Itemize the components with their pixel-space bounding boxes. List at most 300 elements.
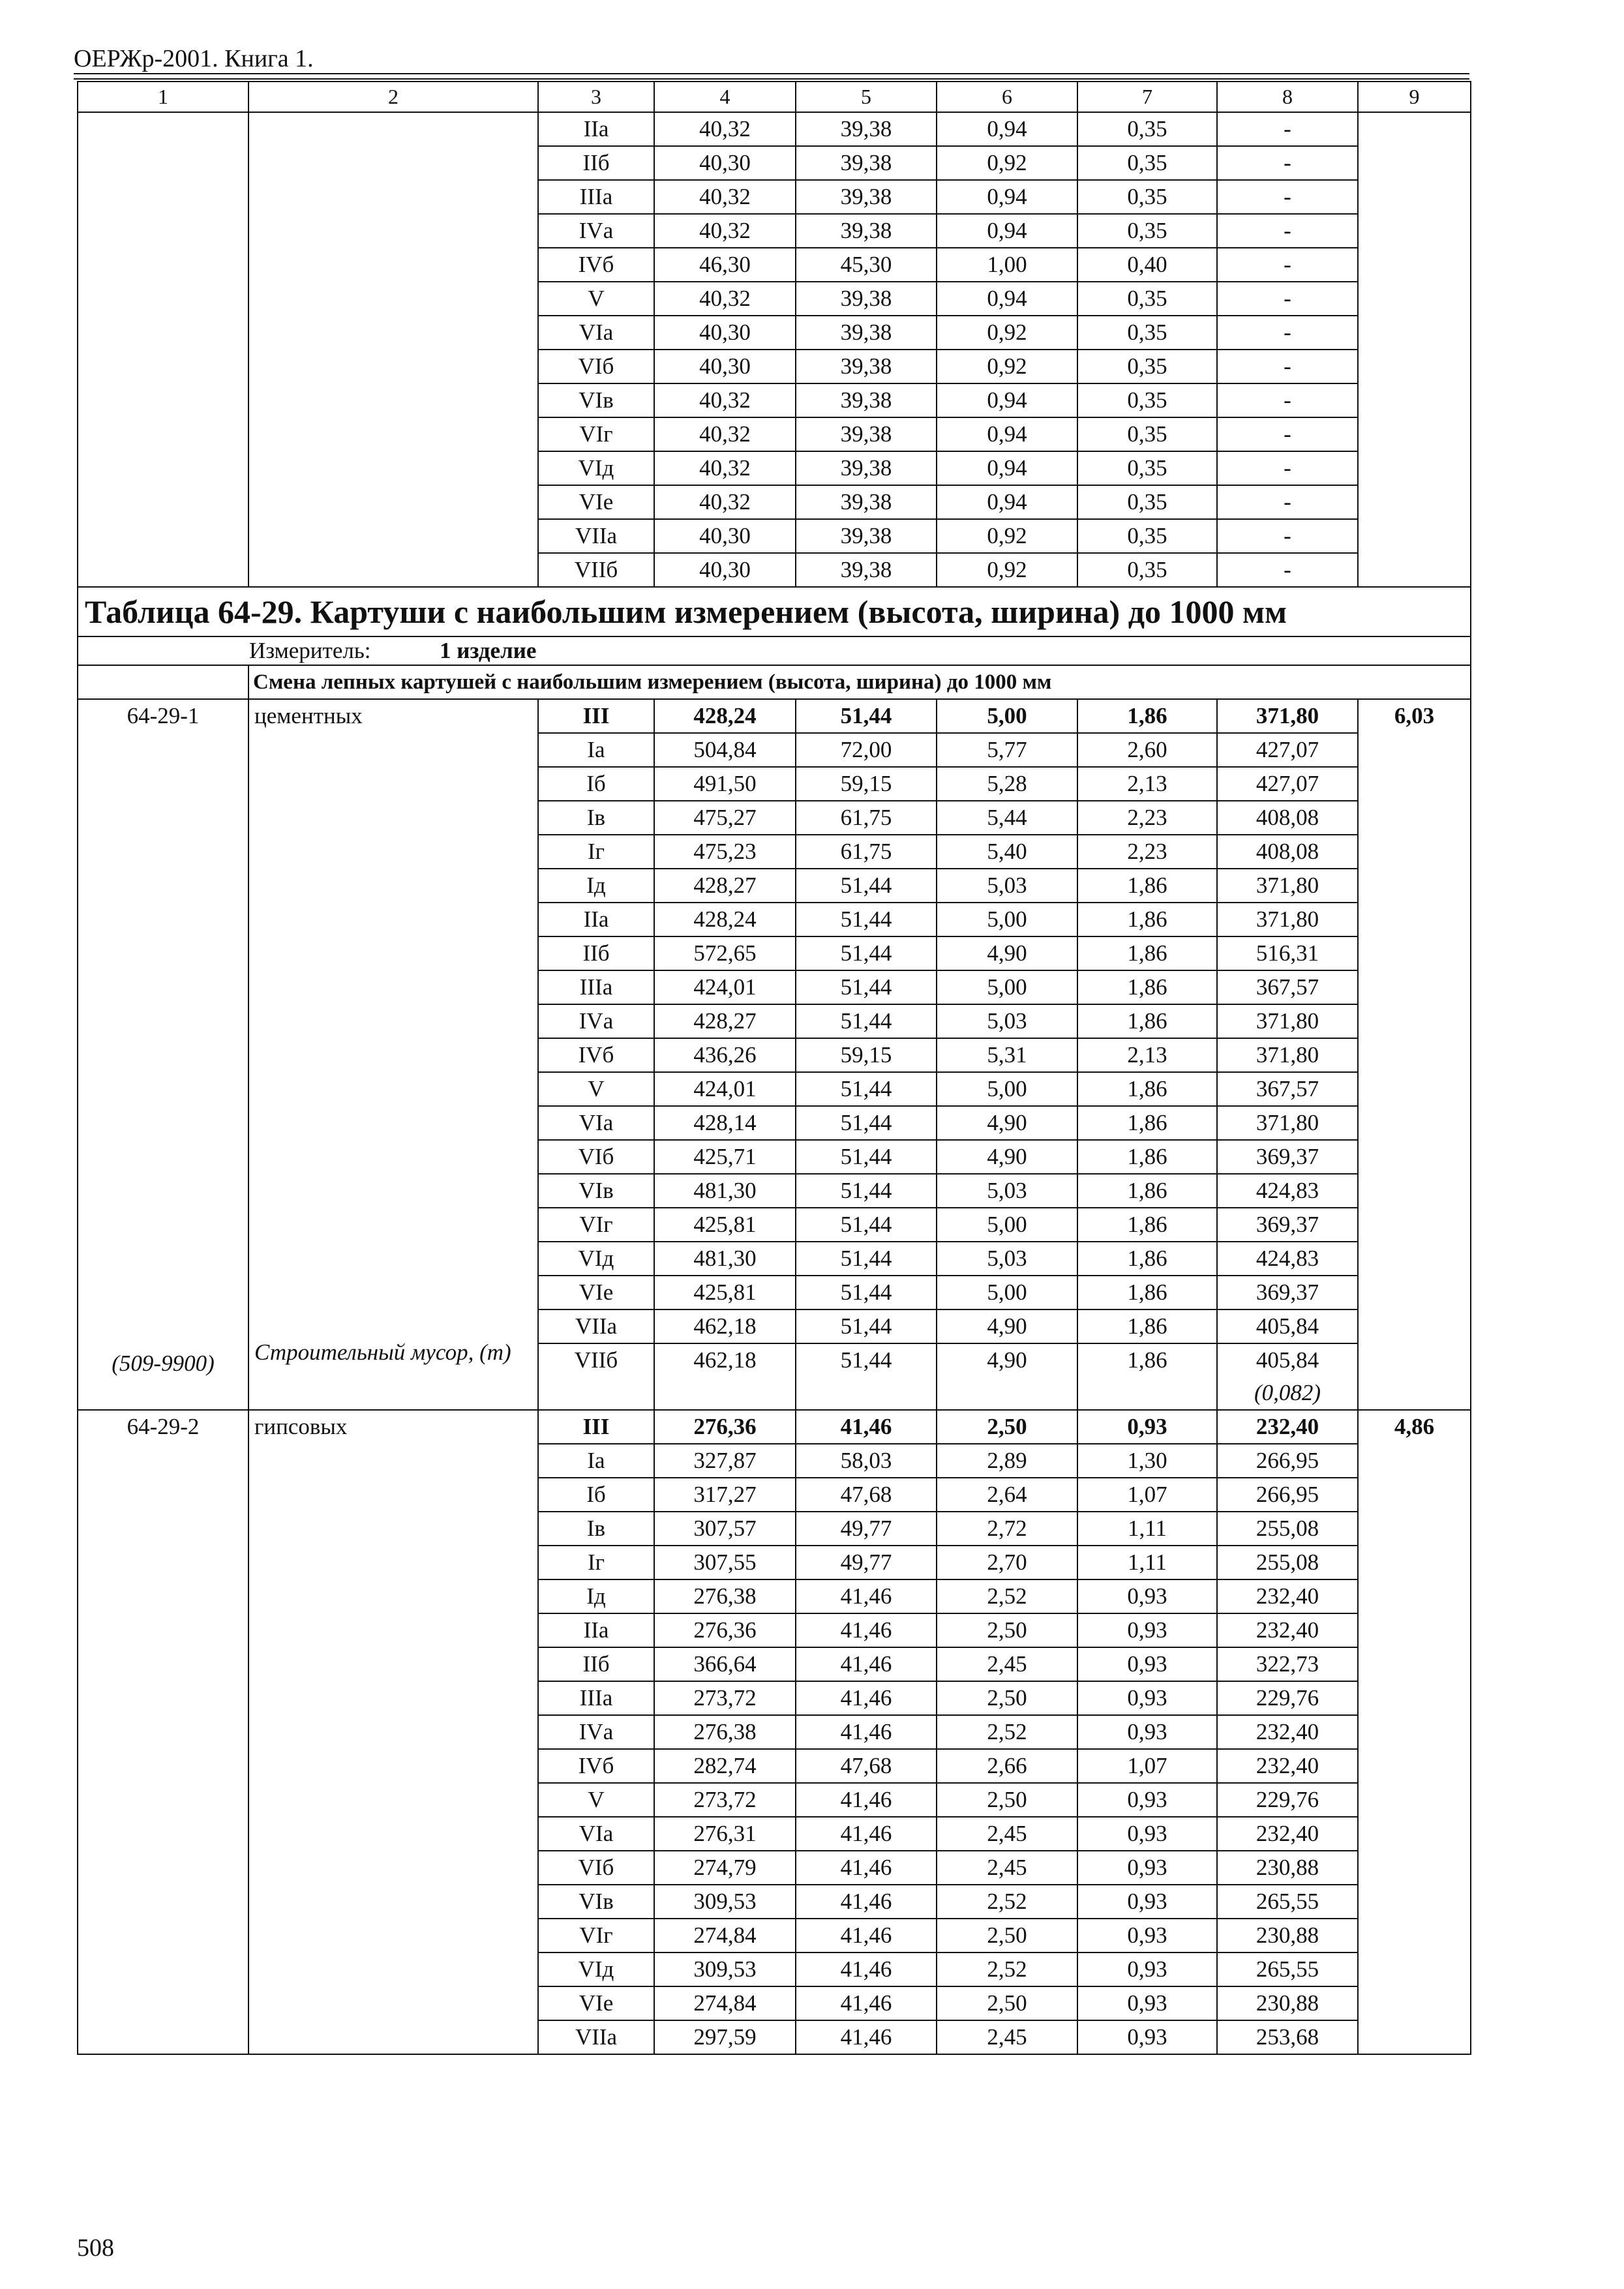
value-cell <box>1217 2020 1358 2054</box>
value-cell <box>538 1919 654 1952</box>
value: Iг <box>587 839 605 864</box>
value: VIв <box>579 1178 614 1203</box>
value-cell <box>796 869 937 903</box>
value-cell <box>796 801 937 835</box>
value: 2,23 <box>1127 805 1167 830</box>
value-cell <box>1217 1986 1358 2020</box>
value-cell: 40,30 <box>654 146 796 180</box>
value-cell <box>654 1885 796 1919</box>
value-cell: IVа <box>538 214 654 248</box>
value-cell: 40,32 <box>654 282 796 316</box>
value-cell <box>937 1546 1077 1579</box>
value-cell <box>654 1410 796 1444</box>
value-cell <box>1077 1072 1217 1106</box>
value-cell <box>654 1986 796 2020</box>
value: 0,93 <box>1127 1583 1167 1609</box>
value-cell <box>654 1546 796 1579</box>
value-cell <box>1217 1174 1358 1208</box>
value-cell <box>796 1783 937 1817</box>
column-number: 3 <box>538 82 654 112</box>
value-cell: 0,35 <box>1077 282 1217 316</box>
code-cell <box>78 699 248 1410</box>
value-cell <box>937 1952 1077 1986</box>
value-cell: 40,32 <box>654 417 796 451</box>
value-cell <box>538 1546 654 1579</box>
value: 2,45 <box>987 1821 1027 1846</box>
value: 1,86 <box>1127 1347 1167 1373</box>
value: 0,93 <box>1127 1821 1167 1846</box>
value: 1,30 <box>1127 1448 1167 1473</box>
value-cell <box>937 1613 1077 1647</box>
value-cell <box>1077 1885 1217 1919</box>
value-cell: 0,92 <box>937 350 1077 383</box>
value-cell <box>538 1715 654 1749</box>
col9-cell <box>1358 112 1471 587</box>
value-cell <box>538 1749 654 1783</box>
value: 428,24 <box>693 906 757 932</box>
value: 47,68 <box>840 1753 892 1778</box>
value-cell <box>538 1174 654 1208</box>
value: 2,50 <box>987 1922 1027 1948</box>
value-cell: 0,35 <box>1077 417 1217 451</box>
value: 51,44 <box>840 1144 892 1169</box>
value: 41,46 <box>840 1787 892 1812</box>
measure-row <box>78 636 1471 665</box>
value-cell: IIб <box>538 146 654 180</box>
value-cell <box>654 1276 796 1309</box>
value: VIе <box>579 1990 614 2016</box>
value: 297,59 <box>693 2024 757 2050</box>
value-cell <box>1217 1851 1358 1885</box>
value: 2,50 <box>987 1617 1027 1643</box>
value: 424,01 <box>693 1076 757 1101</box>
value-cell <box>654 1174 796 1208</box>
value-cell: 0,92 <box>937 519 1077 553</box>
value: 309,53 <box>693 1956 757 1982</box>
value-cell: - <box>1217 282 1358 316</box>
value-cell: 0,35 <box>1077 519 1217 553</box>
value-cell <box>796 936 937 970</box>
name-cell <box>248 699 538 1410</box>
value-cell: 39,38 <box>796 282 937 316</box>
value: 428,14 <box>693 1110 757 1135</box>
value-cell <box>796 733 937 767</box>
value: 427,07 <box>1256 737 1319 762</box>
value: 1,86 <box>1127 974 1167 1000</box>
value: 266,95 <box>1256 1448 1319 1473</box>
value-cell <box>796 1106 937 1140</box>
value-cell <box>1077 1919 1217 1952</box>
value: 1,86 <box>1127 906 1167 932</box>
value-cell <box>796 1343 937 1410</box>
measure-label: Измеритель: <box>249 638 371 663</box>
value-cell: 40,32 <box>654 180 796 214</box>
value-cell <box>937 936 1077 970</box>
value-cell: 39,38 <box>796 485 937 519</box>
value: 408,08 <box>1256 805 1319 830</box>
debris-label: Строительный мусор, (т) <box>254 1339 511 1365</box>
column-number-row <box>78 82 1471 112</box>
column-number: 2 <box>248 82 538 112</box>
value-cell: - <box>1217 350 1358 383</box>
value: IVа <box>579 1719 614 1744</box>
value: 255,08 <box>1256 1516 1319 1541</box>
value: 5,00 <box>987 1279 1027 1305</box>
value: 2,66 <box>987 1753 1027 1778</box>
value-cell <box>937 869 1077 903</box>
value-cell <box>654 1343 796 1410</box>
value-cell <box>1077 1986 1217 2020</box>
value: 371,80 <box>1256 703 1319 728</box>
value: 5,00 <box>987 906 1027 932</box>
value-cell: 39,38 <box>796 451 937 485</box>
value-cell: IIIа <box>538 180 654 214</box>
value-cell: 0,94 <box>937 383 1077 417</box>
value-cell: 39,38 <box>796 383 937 417</box>
value: 49,77 <box>840 1516 892 1541</box>
subheading-row <box>78 665 1471 699</box>
value: 0,93 <box>1127 1990 1167 2016</box>
value: VIа <box>579 1110 614 1135</box>
value: 2,52 <box>987 1889 1027 1914</box>
value-cell <box>538 1851 654 1885</box>
value: 4,90 <box>987 1313 1027 1339</box>
value: 371,80 <box>1256 873 1319 898</box>
value: IVб <box>578 1753 614 1778</box>
value: 5,40 <box>987 839 1027 864</box>
value: 369,37 <box>1256 1279 1319 1305</box>
value: 276,31 <box>693 1821 757 1846</box>
value: 61,75 <box>840 839 892 864</box>
spacer <box>254 732 534 1319</box>
value-cell <box>937 1410 1077 1444</box>
value-cell <box>538 936 654 970</box>
value-cell: 0,94 <box>937 180 1077 214</box>
value: 276,36 <box>693 1617 757 1643</box>
value-cell <box>654 1817 796 1851</box>
value-cell <box>937 1478 1077 1512</box>
value: IIIа <box>579 974 613 1000</box>
value-cell <box>1217 1817 1358 1851</box>
value: 405,84 <box>1256 1347 1319 1373</box>
value-cell <box>1077 835 1217 869</box>
value: VIг <box>579 1922 613 1948</box>
value: 1,11 <box>1128 1549 1167 1575</box>
value-cell <box>538 699 654 733</box>
value: 230,88 <box>1256 1855 1319 1880</box>
value-cell <box>538 1038 654 1072</box>
value-cell: 0,35 <box>1077 350 1217 383</box>
value-cell <box>1077 1478 1217 1512</box>
value: 41,46 <box>840 1651 892 1677</box>
value-cell <box>937 1817 1077 1851</box>
value-cell <box>654 2020 796 2054</box>
value-cell <box>654 835 796 869</box>
value-cell <box>538 835 654 869</box>
value-cell <box>654 699 796 733</box>
col9-value: 6,03 <box>1394 703 1435 728</box>
value-cell <box>1077 970 1217 1004</box>
value: 41,46 <box>840 1956 892 1982</box>
value: 1,86 <box>1127 1076 1167 1101</box>
value-cell: 0,40 <box>1077 248 1217 282</box>
value: 274,84 <box>693 1990 757 2016</box>
value-cell: 0,35 <box>1077 553 1217 587</box>
value-cell <box>654 970 796 1004</box>
value-cell <box>654 1512 796 1546</box>
value-cell <box>1077 1309 1217 1343</box>
value-cell <box>1077 1579 1217 1613</box>
value-cell <box>937 733 1077 767</box>
value: 51,44 <box>840 703 892 728</box>
value: 232,40 <box>1256 1617 1319 1643</box>
value-cell <box>1217 1885 1358 1919</box>
value: IVб <box>578 1042 614 1068</box>
value: 0,93 <box>1127 1617 1167 1643</box>
value: VIв <box>579 1889 614 1914</box>
value-cell <box>538 1478 654 1512</box>
value-cell <box>1217 1106 1358 1140</box>
value-cell <box>1217 1919 1358 1952</box>
value: 51,44 <box>840 1246 892 1271</box>
value-cell <box>796 1038 937 1072</box>
value: 2,70 <box>987 1549 1027 1575</box>
value: V <box>588 1076 605 1101</box>
value-cell <box>937 1276 1077 1309</box>
value: 1,86 <box>1127 1178 1167 1203</box>
value-cell <box>796 970 937 1004</box>
value-cell <box>796 767 937 801</box>
value-cell: 40,30 <box>654 519 796 553</box>
value-cell <box>1077 936 1217 970</box>
value: 408,08 <box>1256 839 1319 864</box>
value: 371,80 <box>1256 1110 1319 1135</box>
value-cell: 40,32 <box>654 214 796 248</box>
value-cell <box>1217 1343 1358 1410</box>
value-cell <box>937 1579 1077 1613</box>
item-code: 64-29-2 <box>127 1414 200 1439</box>
value-cell: - <box>1217 383 1358 417</box>
value-cell: - <box>1217 553 1358 587</box>
value: III <box>582 1414 610 1439</box>
value-cell <box>1077 1783 1217 1817</box>
value: 425,81 <box>693 1212 757 1237</box>
value-cell <box>1077 1106 1217 1140</box>
subheading: Смена лепных картушей с наибольшим измерением (высота, ширина) до 1000 мм <box>248 665 1471 699</box>
value-cell <box>654 1579 796 1613</box>
value-cell <box>796 1410 937 1444</box>
value: 5,00 <box>987 1212 1027 1237</box>
value: Iв <box>586 1516 606 1541</box>
value: 232,40 <box>1256 1719 1319 1744</box>
value-cell <box>1217 970 1358 1004</box>
value-cell <box>1077 1242 1217 1276</box>
value-cell: 39,38 <box>796 112 937 146</box>
value-cell <box>538 1004 654 1038</box>
value: 61,75 <box>840 805 892 830</box>
value-cell: VIг <box>538 417 654 451</box>
value-cell: 40,30 <box>654 350 796 383</box>
value: VIIа <box>575 1313 618 1339</box>
header-rule <box>74 73 1469 80</box>
value-cell <box>654 1851 796 1885</box>
value: 41,46 <box>840 1990 892 2016</box>
value: 2,60 <box>1127 737 1167 762</box>
value-cell: - <box>1217 417 1358 451</box>
value-cell: - <box>1217 519 1358 553</box>
value: 572,65 <box>693 940 757 966</box>
value: 1,86 <box>1127 1144 1167 1169</box>
value-cell <box>538 1885 654 1919</box>
value-cell: 0,35 <box>1077 214 1217 248</box>
value-cell <box>538 801 654 835</box>
value: 41,46 <box>840 1922 892 1948</box>
value: Iв <box>586 805 606 830</box>
value-cell <box>937 1512 1077 1546</box>
value-cell <box>796 1546 937 1579</box>
subheading-spacer <box>78 665 248 699</box>
value-cell <box>654 1919 796 1952</box>
value: 367,57 <box>1256 974 1319 1000</box>
value: 2,64 <box>987 1482 1027 1507</box>
value: 425,71 <box>693 1144 757 1169</box>
value-cell <box>654 1952 796 1986</box>
value: 255,08 <box>1256 1549 1319 1575</box>
value: 5,31 <box>987 1042 1027 1068</box>
value-cell <box>654 1309 796 1343</box>
value-cell <box>937 835 1077 869</box>
value: VIд <box>578 1956 614 1982</box>
value-cell <box>654 1106 796 1140</box>
value-cell <box>937 1208 1077 1242</box>
value-cell <box>796 1749 937 1783</box>
value: 0,93 <box>1127 1651 1167 1677</box>
value-cell <box>937 970 1077 1004</box>
value-cell: VIе <box>538 485 654 519</box>
value: 4,90 <box>987 1144 1027 1169</box>
value-cell <box>538 1309 654 1343</box>
col9-value: 4,86 <box>1394 1414 1435 1439</box>
column-number: 1 <box>78 82 248 112</box>
value-cell: 39,38 <box>796 214 937 248</box>
running-header: ОЕРЖр-2001. Книга 1. <box>74 45 314 72</box>
value: 1,86 <box>1127 1246 1167 1271</box>
value-cell <box>796 1919 937 1952</box>
value-cell <box>937 1681 1077 1715</box>
value-cell <box>1217 1004 1358 1038</box>
value-cell: 0,35 <box>1077 383 1217 417</box>
value-cell <box>1217 801 1358 835</box>
value-cell <box>654 1681 796 1715</box>
value: 5,00 <box>987 974 1027 1000</box>
value: 1,07 <box>1127 1482 1167 1507</box>
value: 428,27 <box>693 1008 757 1034</box>
value-cell <box>937 1986 1077 2020</box>
rates-table-body <box>78 82 1471 2054</box>
value-cell: 45,30 <box>796 248 937 282</box>
value: IIIа <box>579 1685 613 1711</box>
value-cell <box>937 1038 1077 1072</box>
value: 2,50 <box>987 1685 1027 1711</box>
value-cell <box>1217 1309 1358 1343</box>
name-cell <box>248 112 538 587</box>
value-cell <box>1077 1681 1217 1715</box>
value-cell <box>538 1579 654 1613</box>
value-cell <box>937 2020 1077 2054</box>
value: 1,86 <box>1127 873 1167 898</box>
table-row <box>78 112 1471 146</box>
value-cell <box>796 1004 937 1038</box>
value: VIа <box>579 1821 614 1846</box>
value: 317,27 <box>693 1482 757 1507</box>
section-title: Таблица 64-29. Картуши с наибольшим измерением (высота, ширина) до 1000 мм <box>78 587 1471 636</box>
value-cell <box>796 1851 937 1885</box>
value-cell <box>937 1885 1077 1919</box>
item-name: гипсовых <box>254 1414 348 1439</box>
value-cell <box>1217 1410 1358 1444</box>
value: 1,86 <box>1127 1110 1167 1135</box>
value-cell: 46,30 <box>654 248 796 282</box>
value-cell <box>654 1140 796 1174</box>
value-cell <box>1217 936 1358 970</box>
value-cell <box>937 801 1077 835</box>
value-cell <box>1217 1952 1358 1986</box>
item-code: 64-29-1 <box>127 703 200 728</box>
column-number: 4 <box>654 82 796 112</box>
value-cell <box>796 1512 937 1546</box>
value: 276,36 <box>693 1414 757 1439</box>
value-cell <box>654 1749 796 1783</box>
value: 322,73 <box>1256 1651 1319 1677</box>
value-cell <box>937 903 1077 936</box>
value: 265,55 <box>1256 1889 1319 1914</box>
value: 371,80 <box>1256 1042 1319 1068</box>
value-cell <box>1077 1613 1217 1647</box>
value-cell <box>1217 1038 1358 1072</box>
value-cell <box>1217 1749 1358 1783</box>
value-cell: 0,94 <box>937 112 1077 146</box>
value: 41,46 <box>840 1855 892 1880</box>
value: 51,44 <box>840 1347 892 1373</box>
value: 366,64 <box>693 1651 757 1677</box>
value-cell <box>538 1986 654 2020</box>
value-cell <box>1077 1276 1217 1309</box>
value: 5,28 <box>987 771 1027 796</box>
value: 229,76 <box>1256 1685 1319 1711</box>
col9-cell <box>1358 1410 1471 2054</box>
value-cell: 0,94 <box>937 417 1077 451</box>
value-cell <box>1077 1343 1217 1410</box>
value: VIIа <box>575 2024 618 2050</box>
value: 405,84 <box>1256 1313 1319 1339</box>
value: 2,52 <box>987 1583 1027 1609</box>
value: 369,37 <box>1256 1144 1319 1169</box>
value: 5,44 <box>987 805 1027 830</box>
value: 5,03 <box>987 1246 1027 1271</box>
value: 51,44 <box>840 1279 892 1305</box>
value-cell <box>796 1242 937 1276</box>
value-cell <box>937 1851 1077 1885</box>
value-cell <box>937 1106 1077 1140</box>
value-cell: 40,32 <box>654 112 796 146</box>
value-cell: 0,35 <box>1077 112 1217 146</box>
table-row <box>78 699 1471 733</box>
value-cell <box>1077 733 1217 767</box>
value: 51,44 <box>840 1110 892 1135</box>
value-cell: IIа <box>538 112 654 146</box>
rates-table <box>77 81 1471 2055</box>
value: 51,44 <box>840 974 892 1000</box>
